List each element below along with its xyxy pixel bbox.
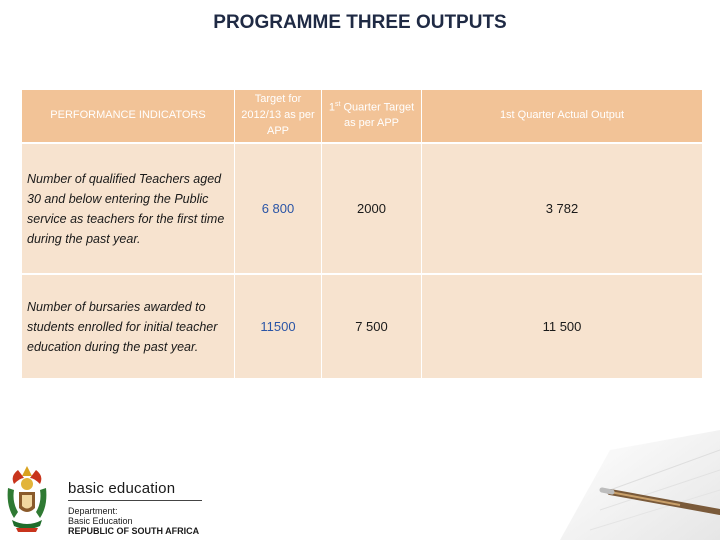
header-q1-target-text: Quarter Target as per APP bbox=[340, 101, 415, 130]
row2-indicator-text: Number of bursaries awarded to students enrolled for initial teacher education during the past year. bbox=[27, 299, 218, 354]
row1-target: 6 800 bbox=[261, 201, 295, 216]
row1-q1-target: 2000 bbox=[357, 201, 386, 216]
page-title: PROGRAMME THREE OUTPUTS bbox=[213, 12, 507, 33]
header-q1-target bbox=[322, 90, 421, 142]
row2-target: 11500 bbox=[260, 319, 296, 334]
dept-line-3: REPUBLIC OF SOUTH AFRICA bbox=[68, 526, 200, 536]
dept-line-1: Department: bbox=[68, 506, 118, 516]
row1-indicator bbox=[22, 144, 234, 273]
header-indicators-label: PERFORMANCE INDICATORS bbox=[50, 109, 206, 122]
header-q1-actual bbox=[422, 90, 702, 142]
brand-divider bbox=[68, 500, 202, 501]
header-target-label: Target for 2012/13 as per APP bbox=[241, 93, 315, 137]
row2-indicator bbox=[22, 275, 234, 378]
pen-paper-decoration-icon bbox=[490, 430, 720, 540]
header-q1-target-number: 1 bbox=[328, 101, 335, 114]
coat-of-arms-icon bbox=[4, 462, 50, 536]
header-q1-actual-label: 1st Quarter Actual Output bbox=[499, 109, 625, 122]
row2-q1-target: 7 500 bbox=[355, 319, 388, 334]
row1-q1-actual: 3 782 bbox=[545, 201, 579, 216]
row1-indicator-text: Number of qualified Teachers aged 30 and below entering the Public service as teachers for the first time during the past year. bbox=[27, 171, 225, 246]
header-q1-target-label bbox=[326, 100, 417, 133]
dept-line-2: Basic Education bbox=[68, 516, 133, 526]
header-indicators bbox=[22, 90, 234, 142]
header-q1-target-suffix: st bbox=[334, 100, 341, 108]
header-target bbox=[235, 90, 321, 142]
outputs-table bbox=[22, 90, 702, 378]
row2-q1-actual: 11 500 bbox=[542, 319, 582, 334]
brand-name: basic education bbox=[68, 480, 176, 497]
